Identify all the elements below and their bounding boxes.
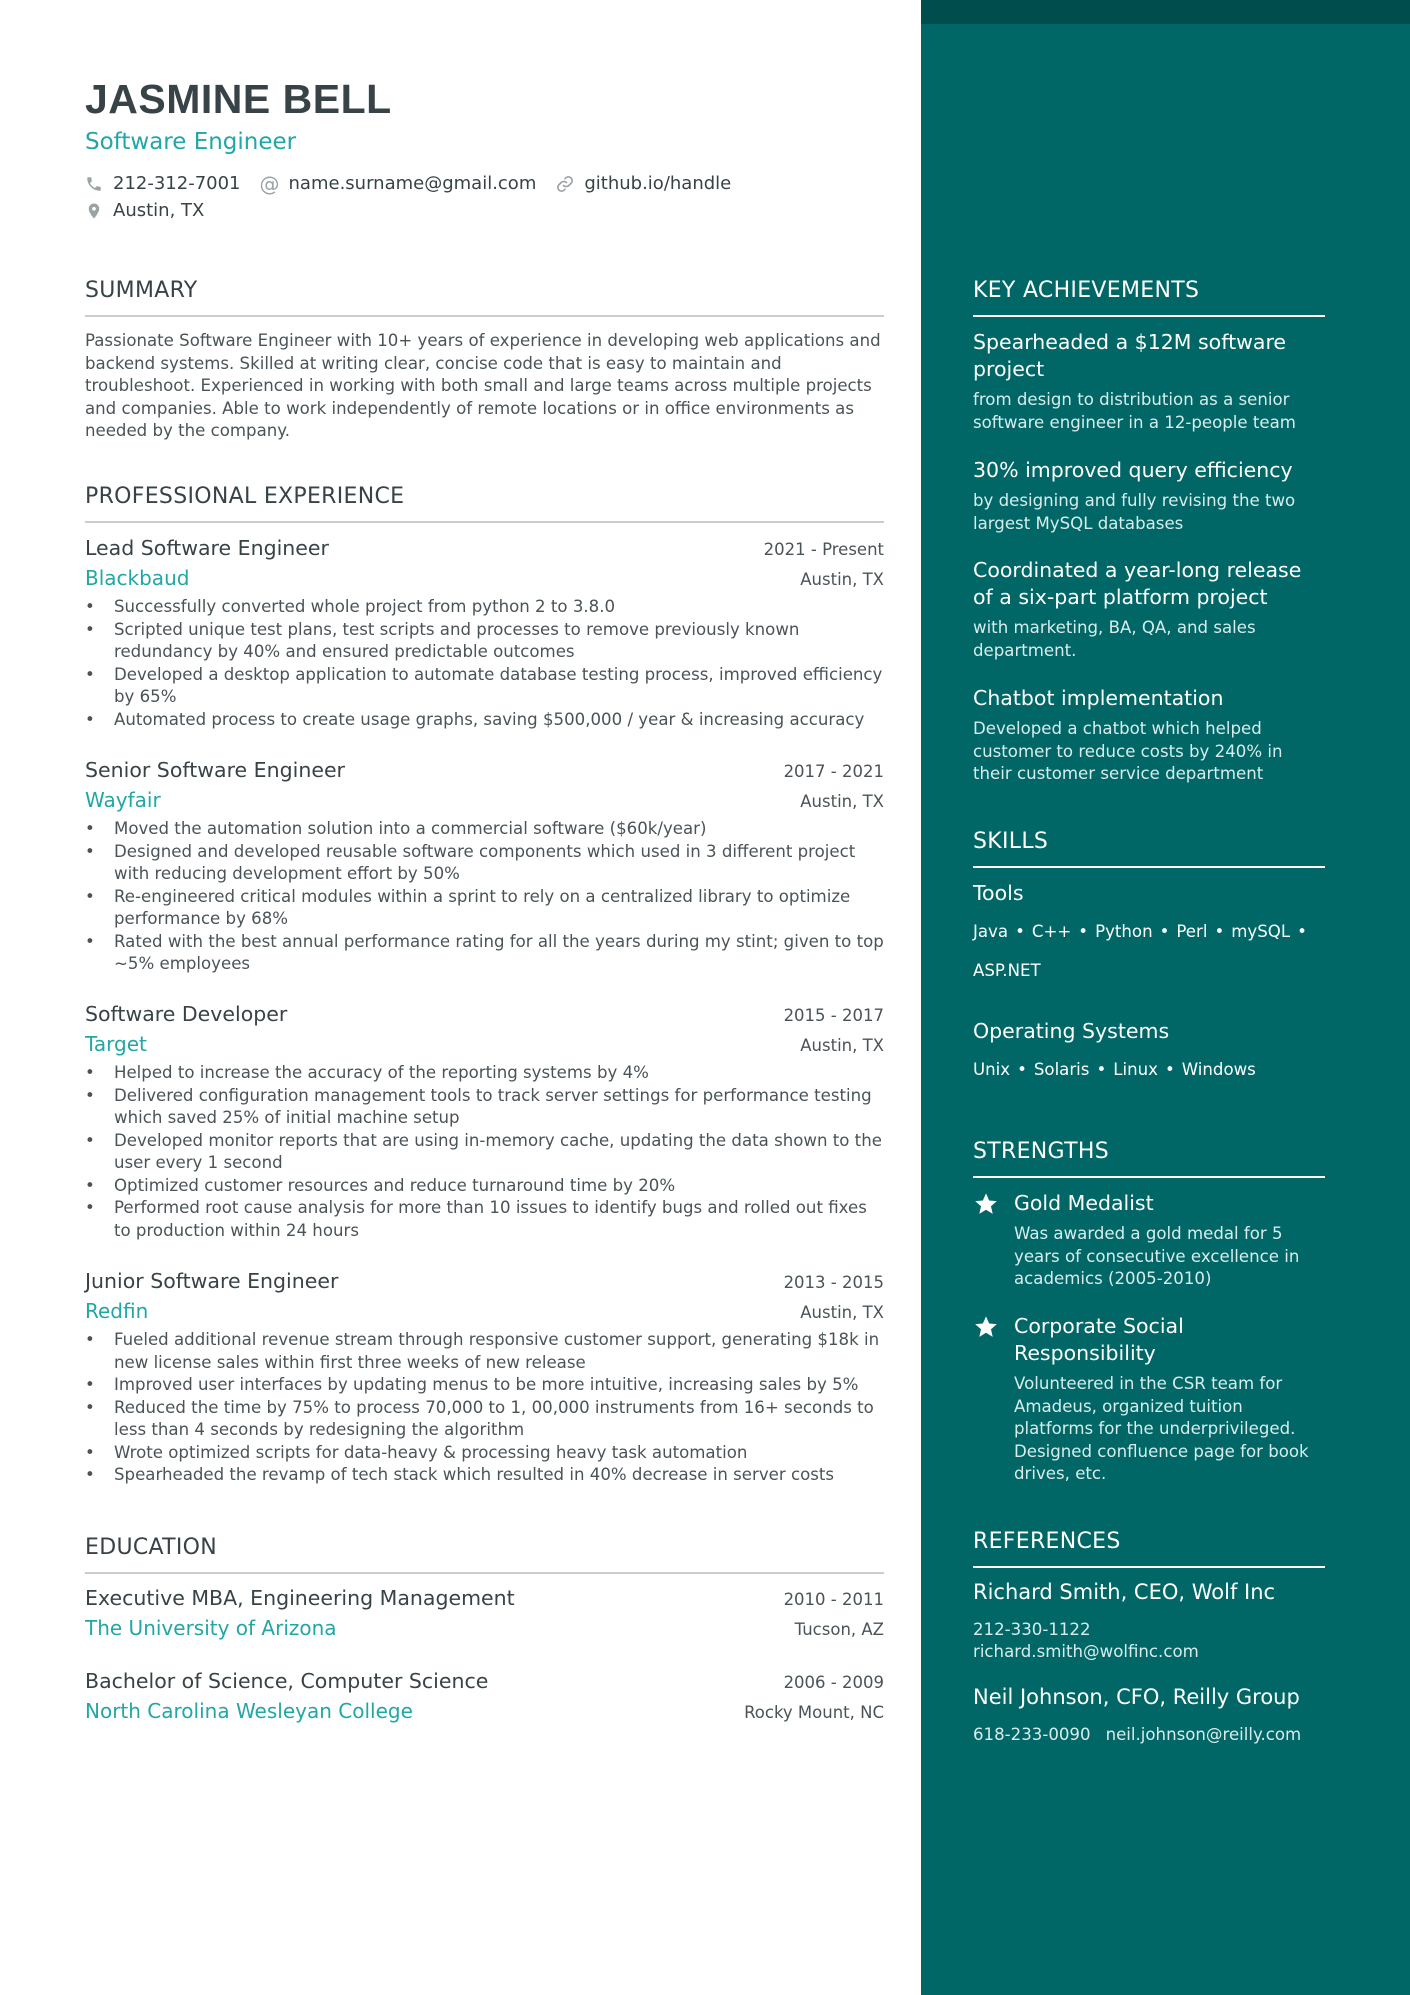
degree: Executive MBA, Engineering Management [85, 1586, 515, 1610]
bullet: • Delivered configuration management tools to track server settings for performance testing which saved 25% of initial machine setup [85, 1085, 884, 1130]
skill-item: Java [973, 922, 1009, 941]
reference-name: Richard Smith, CEO, Wolf Inc [973, 1580, 1276, 1604]
job-dates: 2021 - Present [763, 540, 884, 559]
achievement-title: Coordinated a year-long release of a six-part platform project [973, 558, 1302, 609]
contact-website[interactable] [556, 173, 731, 194]
summary-text: Passionate Software Engineer with 10+ years of experience in developing web applications and backend systems. Skilled at writing clear, concise code that is easy to maintain and troubleshoot. Experienced in working with both small and large teams across multiple projects and companies. Able to work independently of remote locations or in office environments as needed by the company. [85, 331, 881, 441]
reference-phone: 618-233-0090 [973, 1725, 1091, 1744]
website-text[interactable]: github.io/handle [584, 173, 732, 194]
education-dates: 2010 - 2011 [783, 1590, 884, 1609]
bullet: • Optimized customer resources and reduce turnaround time by 20% [85, 1175, 884, 1198]
sidebar-top-bar [921, 0, 1410, 24]
job-location: Austin, TX [800, 1303, 884, 1322]
location-pin-icon [85, 202, 103, 220]
bullet: • Helped to increase the accuracy of the reporting systems by 4% [85, 1062, 884, 1085]
references-heading: REFERENCES [973, 1529, 1325, 1568]
reference-name: Neil Johnson, CFO, Reilly Group [973, 1685, 1300, 1709]
job-entry [85, 758, 884, 976]
job-location: Austin, TX [800, 570, 884, 589]
school-location: Tucson, AZ [794, 1620, 884, 1639]
job-company: Blackbaud [85, 566, 190, 590]
job-bullets [85, 596, 884, 731]
skill-item: Linux [1113, 1060, 1158, 1079]
skill-list-os: Unix • Solaris • Linux • Windows [973, 1060, 1256, 1079]
achievement-item [973, 457, 1325, 535]
contact-email[interactable] [261, 173, 537, 194]
strength-desc: Volunteered in the CSR team for Amadeus, organized tuition platforms for the underprivileged. Designed confluence page for book drives, etc. [1014, 1374, 1309, 1483]
bullet: • Moved the automation solution into a commercial software ($60k/year) [85, 818, 884, 841]
strength-desc: Was awarded a gold medal for 5 years of consecutive excellence in academics (2005-2010) [1014, 1224, 1300, 1288]
job-bullets [85, 1329, 884, 1487]
skill-item: ASP.NET [973, 961, 1041, 980]
at-icon: @ [259, 171, 280, 196]
skill-item: Unix [973, 1060, 1011, 1079]
job-dates: 2015 - 2017 [783, 1006, 884, 1025]
strength-title: Corporate Social Responsibility [1014, 1314, 1184, 1365]
school: The University of Arizona [85, 1616, 337, 1640]
job-title: Junior Software Engineer [85, 1269, 339, 1293]
job-entry [85, 1002, 884, 1242]
contact-phone [85, 173, 241, 194]
skill-item: Solaris [1033, 1060, 1090, 1079]
achievements-heading: KEY ACHIEVEMENTS [973, 278, 1325, 317]
contact-location [85, 200, 204, 221]
job-title: Lead Software Engineer [85, 536, 329, 560]
contact-row [85, 173, 751, 194]
achievement-desc: with marketing, BA, QA, and sales department. [973, 618, 1256, 660]
skill-item: C++ [1031, 922, 1072, 941]
email-text[interactable]: name.surname@gmail.com [288, 173, 537, 194]
bullet: • Re-engineered critical modules within a sprint to rely on a centralized library to optimize performance by 68% [85, 886, 884, 931]
bullet: • Improved user interfaces by updating menus to be more intuitive, increasing sales by 5% [85, 1374, 884, 1397]
achievement-item [973, 329, 1325, 434]
achievement-desc: by designing and fully revising the two largest MySQL databases [973, 491, 1296, 533]
achievement-title: 30% improved query efficiency [973, 458, 1293, 482]
strengths-heading: STRENGTHS [973, 1139, 1325, 1178]
candidate-name: JASMINE BELL [85, 76, 392, 122]
bullet: • Performed root cause analysis for more than 10 issues to identify bugs and rolled out fixes to production within 24 hours [85, 1197, 884, 1242]
job-bullets [85, 1062, 884, 1242]
job-entry [85, 536, 884, 731]
achievement-desc: Developed a chatbot which helped customer to reduce costs by 240% in their customer service department [973, 719, 1283, 783]
skill-category-tools: Tools [973, 881, 1024, 905]
education-entry [85, 1669, 884, 1723]
job-entry [85, 1269, 884, 1487]
summary-heading: SUMMARY [85, 278, 884, 317]
bullet: • Reduced the time by 75% to process 70,000 to 1, 00,000 instruments from 16+ seconds to less than 4 seconds by redesigning the algorithm [85, 1397, 884, 1442]
bullet: • Developed a desktop application to automate database testing process, improved efficiency by 65% [85, 664, 884, 709]
education-entry [85, 1586, 884, 1640]
bullet: • Rated with the best annual performance rating for all the years during my stint; given to top ~5% employees [85, 931, 884, 976]
achievement-title: Chatbot implementation [973, 686, 1224, 710]
education-heading: EDUCATION [85, 1535, 884, 1574]
skill-item: Windows [1181, 1060, 1256, 1079]
skill-item: Perl [1176, 922, 1208, 941]
bullet: • Developed monitor reports that are using in-memory cache, updating the data shown to the user every 1 second [85, 1130, 884, 1175]
achievement-item [973, 557, 1325, 662]
education-dates: 2006 - 2009 [783, 1673, 884, 1692]
school-location: Rocky Mount, NC [744, 1703, 884, 1722]
reference-contact [973, 1724, 1301, 1747]
bullet: • Successfully converted whole project from python 2 to 3.8.0 [85, 596, 884, 619]
achievement-title: Spearheaded a $12M software project [973, 330, 1287, 381]
bullet: • Spearheaded the revamp of tech stack which resulted in 40% decrease in server costs [85, 1464, 884, 1487]
location-text: Austin, TX [113, 200, 205, 221]
job-company: Wayfair [85, 788, 161, 812]
job-company: Redfin [85, 1299, 149, 1323]
bullet: • Designed and developed reusable software components which used in 3 different project with reducing development effort by 50% [85, 841, 884, 886]
skill-item: Python [1095, 922, 1153, 941]
star-icon [973, 1191, 999, 1217]
achievement-item [973, 685, 1325, 786]
school: North Carolina Wesleyan College [85, 1699, 413, 1723]
link-icon [556, 175, 574, 193]
job-company: Target [85, 1032, 147, 1056]
job-dates: 2013 - 2015 [783, 1273, 884, 1292]
job-title: Senior Software Engineer [85, 758, 345, 782]
job-bullets [85, 818, 884, 976]
strength-item [973, 1190, 1325, 1291]
bullet: • Automated process to create usage graphs, saving $500,000 / year & increasing accuracy [85, 709, 884, 732]
strength-title: Gold Medalist [1014, 1191, 1154, 1215]
bullet: • Fueled additional revenue stream through responsive customer support, generating $18k in new license sales within first three weeks of new release [85, 1329, 884, 1374]
skills-heading: SKILLS [973, 829, 1325, 868]
achievement-desc: from design to distribution as a senior software engineer in a 12-people team [973, 390, 1296, 432]
strength-item [973, 1313, 1325, 1486]
candidate-title: Software Engineer [85, 129, 297, 155]
reference-email[interactable]: richard.smith@wolfinc.com [973, 1642, 1199, 1661]
skill-item: mySQL [1231, 922, 1291, 941]
contact-row-location [85, 200, 224, 221]
bullet: • Wrote optimized scripts for data-heavy & processing heavy task automation [85, 1442, 884, 1465]
job-location: Austin, TX [800, 1036, 884, 1055]
job-title: Software Developer [85, 1002, 288, 1026]
job-location: Austin, TX [800, 792, 884, 811]
star-icon [973, 1314, 999, 1340]
degree: Bachelor of Science, Computer Science [85, 1669, 489, 1693]
job-dates: 2017 - 2021 [783, 762, 884, 781]
bullet: • Scripted unique test plans, test scripts and processes to remove previously known redundancy by 40% and ensured predictable outcomes [85, 619, 884, 664]
phone-text: 212-312-7001 [113, 173, 241, 194]
reference-email[interactable]: neil.johnson@reilly.com [1105, 1725, 1302, 1744]
skill-category-os: Operating Systems [973, 1019, 1170, 1043]
reference-phone: 212-330-1122 [973, 1620, 1091, 1639]
experience-heading: PROFESSIONAL EXPERIENCE [85, 484, 884, 523]
skill-list-tools: Java • C++ • Python • Perl • mySQL • ASP.NET [973, 922, 1307, 980]
phone-icon [85, 175, 103, 193]
